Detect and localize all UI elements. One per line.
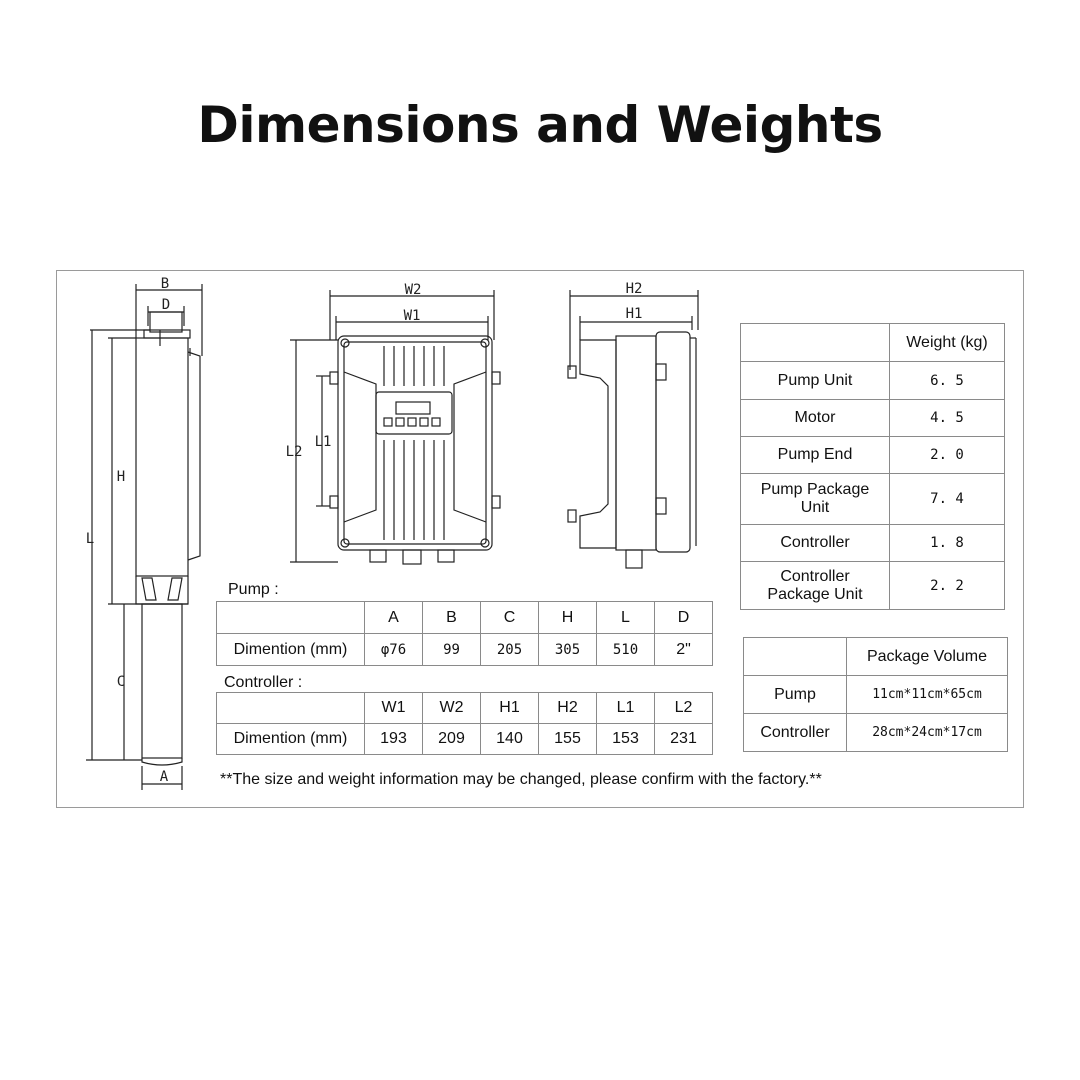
table-row xyxy=(744,638,1008,676)
pump-drawing xyxy=(86,284,202,790)
table-header: C xyxy=(481,602,539,634)
table-cell: 2" xyxy=(655,634,713,666)
label-L2: L2 xyxy=(285,444,303,460)
table-header: L2 xyxy=(655,693,713,724)
table-cell: 2. 0 xyxy=(890,437,1005,474)
table-header: Weight (kg) xyxy=(890,324,1005,362)
table-cell: 205 xyxy=(481,634,539,666)
label-H: H xyxy=(116,469,126,485)
table-cell: 193 xyxy=(365,724,423,755)
table-header: H xyxy=(539,602,597,634)
table-row xyxy=(741,400,1005,437)
table-row xyxy=(741,562,1005,610)
row-label: Motor xyxy=(741,400,890,437)
table-cell: φ76 xyxy=(365,634,423,666)
pump-dimension-table xyxy=(216,601,713,666)
row-label: Dimention (mm) xyxy=(217,634,365,666)
table-cell: 4. 5 xyxy=(890,400,1005,437)
table-header: W2 xyxy=(423,693,481,724)
table-header: H1 xyxy=(481,693,539,724)
table-row xyxy=(741,362,1005,400)
controller-side-drawing xyxy=(568,290,698,568)
controller-front-drawing xyxy=(290,290,500,564)
table-row xyxy=(217,693,713,724)
table-cell: 6. 5 xyxy=(890,362,1005,400)
pump-table-caption: Pump : xyxy=(228,581,279,598)
table-cell: 305 xyxy=(539,634,597,666)
label-B: B xyxy=(160,276,170,292)
table-header: D xyxy=(655,602,713,634)
table-row xyxy=(217,602,713,634)
package-volume-table xyxy=(743,637,1008,752)
table-row xyxy=(741,474,1005,525)
row-label: Controller xyxy=(744,714,847,752)
table-cell: 209 xyxy=(423,724,481,755)
row-label: Dimention (mm) xyxy=(217,724,365,755)
table-cell: 28cm*24cm*17cm xyxy=(847,714,1008,752)
table-row xyxy=(744,676,1008,714)
table-header: H2 xyxy=(539,693,597,724)
table-cell: 1. 8 xyxy=(890,525,1005,562)
table-cell: 153 xyxy=(597,724,655,755)
label-C: C xyxy=(116,674,126,690)
table-header: L1 xyxy=(597,693,655,724)
table-cell xyxy=(744,638,847,676)
table-row xyxy=(741,437,1005,474)
row-label: Controller Package Unit xyxy=(741,562,890,610)
row-label: Controller xyxy=(741,525,890,562)
page-title: Dimensions and Weights xyxy=(197,96,883,154)
disclaimer-note: **The size and weight information may be changed, please confirm with the factory.** xyxy=(220,771,822,788)
label-A: A xyxy=(159,769,169,785)
table-header: L xyxy=(597,602,655,634)
table-header: B xyxy=(423,602,481,634)
label-D: D xyxy=(161,297,171,313)
label-L: L xyxy=(85,531,95,547)
table-cell: 231 xyxy=(655,724,713,755)
table-cell: 11cm*11cm*65cm xyxy=(847,676,1008,714)
label-W1: W1 xyxy=(403,308,421,324)
label-W2: W2 xyxy=(404,282,422,298)
table-row xyxy=(217,724,713,755)
table-cell: 510 xyxy=(597,634,655,666)
label-L1: L1 xyxy=(314,434,332,450)
row-label: Pump Unit xyxy=(741,362,890,400)
controller-table-caption: Controller : xyxy=(224,674,303,691)
table-row xyxy=(217,634,713,666)
table-header: Package Volume xyxy=(847,638,1008,676)
row-label: Pump Package Unit xyxy=(741,474,890,525)
table-row xyxy=(741,324,1005,362)
controller-dimension-table xyxy=(216,692,713,755)
row-label: Pump xyxy=(744,676,847,714)
label-H1: H1 xyxy=(625,306,643,322)
table-header: A xyxy=(365,602,423,634)
table-cell: 2. 2 xyxy=(890,562,1005,610)
table-row xyxy=(744,714,1008,752)
table-cell: 7. 4 xyxy=(890,474,1005,525)
table-cell xyxy=(217,693,365,724)
label-H2: H2 xyxy=(625,281,643,297)
table-row xyxy=(741,525,1005,562)
table-cell xyxy=(217,602,365,634)
table-cell: 155 xyxy=(539,724,597,755)
table-cell: 140 xyxy=(481,724,539,755)
table-cell xyxy=(741,324,890,362)
table-cell: 99 xyxy=(423,634,481,666)
weight-table xyxy=(740,323,1005,610)
row-label: Pump End xyxy=(741,437,890,474)
table-header: W1 xyxy=(365,693,423,724)
